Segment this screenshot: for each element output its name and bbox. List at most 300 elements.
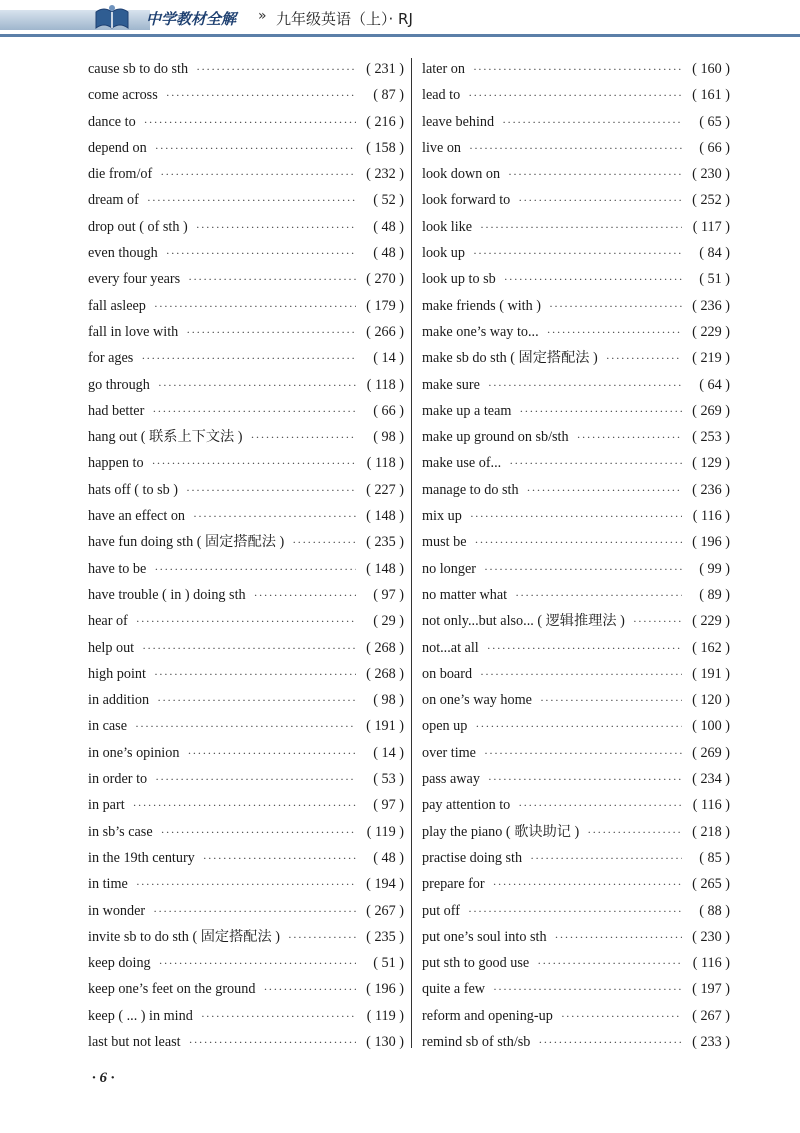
entry-page-ref: ( 51 ): [699, 271, 730, 288]
index-entry: [88, 240, 404, 266]
entry-term: live on: [422, 139, 462, 156]
index-entry: [422, 871, 730, 897]
entry-page-ref: ( 266 ): [366, 323, 404, 340]
dot-leader: [142, 635, 356, 661]
dot-leader: [158, 372, 356, 398]
index-entry: [422, 924, 730, 950]
dot-leader: [193, 503, 356, 529]
index-entry: [422, 450, 730, 476]
entry-page-ref: ( 269 ): [692, 402, 730, 419]
dot-leader: [547, 319, 682, 345]
index-entry: [88, 608, 404, 634]
dot-leader: [201, 1003, 356, 1029]
index-entry: [422, 635, 730, 661]
dot-leader: [155, 135, 356, 161]
index-entry: [88, 845, 404, 871]
index-entry: [88, 976, 404, 1002]
dot-leader: [152, 450, 356, 476]
index-entry: [88, 56, 404, 82]
entry-term: make one’s way to...: [422, 323, 539, 340]
index-entry: [88, 161, 404, 187]
entry-term: make use of...: [422, 455, 502, 472]
index-entry: [422, 345, 730, 371]
entry-page-ref: ( 179 ): [366, 297, 404, 314]
entry-page-ref: ( 116 ): [692, 508, 730, 525]
index-entry: [88, 871, 404, 897]
index-entry: [422, 214, 730, 240]
dot-leader: [136, 871, 356, 897]
entry-term: last but not least: [88, 1033, 181, 1050]
entry-page-ref: ( 227 ): [366, 481, 404, 498]
entry-page-ref: ( 148 ): [366, 560, 404, 577]
header-rule: [0, 34, 800, 37]
dot-leader: [288, 924, 356, 950]
entry-term: on one’s way home: [422, 692, 532, 709]
entry-term: fall asleep: [88, 297, 146, 314]
index-entry: [422, 582, 730, 608]
entry-term: make up ground on sb/sth: [422, 429, 569, 446]
dot-leader: [469, 135, 682, 161]
entry-page-ref: ( 52 ): [373, 192, 404, 209]
dot-leader: [518, 187, 682, 213]
index-entry: [88, 766, 404, 792]
dot-leader: [468, 82, 682, 108]
index-entry: [88, 713, 404, 739]
dot-leader: [468, 898, 682, 924]
entry-term: in one’s opinion: [88, 744, 180, 761]
entry-term: put one’s soul into sth: [422, 928, 547, 945]
index-entry: [88, 687, 404, 713]
index-entry: [88, 319, 404, 345]
index-entry: [422, 266, 730, 292]
dot-leader: [154, 293, 356, 319]
entry-page-ref: ( 148 ): [366, 508, 404, 525]
entry-page-ref: ( 48 ): [373, 849, 404, 866]
entry-term: help out: [88, 639, 135, 656]
index-entry: [88, 266, 404, 292]
index-entry: [422, 240, 730, 266]
dot-leader: [606, 345, 682, 371]
dot-leader: [189, 1029, 356, 1055]
index-entry: [422, 713, 730, 739]
dot-leader: [519, 398, 682, 424]
entry-page-ref: ( 236 ): [692, 297, 730, 314]
index-entry: [88, 424, 404, 450]
entry-page-ref: ( 87 ): [373, 87, 404, 104]
entry-term: reform and opening-up: [422, 1007, 553, 1024]
index-entry: [422, 135, 730, 161]
entry-page-ref: ( 66 ): [373, 402, 404, 419]
dot-leader: [475, 713, 682, 739]
entry-page-ref: ( 161 ): [692, 87, 730, 104]
entry-page-ref: ( 232 ): [366, 166, 404, 183]
dot-leader: [186, 477, 356, 503]
entry-page-ref: ( 235 ): [366, 534, 404, 551]
entry-page-ref: ( 14 ): [373, 350, 404, 367]
entry-page-ref: ( 116 ): [692, 797, 730, 814]
entry-term: go through: [88, 376, 150, 393]
index-entry: [88, 924, 404, 950]
entry-page-ref: ( 98 ): [373, 692, 404, 709]
entry-term: lead to: [422, 87, 461, 104]
dot-leader: [250, 424, 356, 450]
dot-leader: [152, 398, 356, 424]
dot-leader: [160, 161, 356, 187]
entry-page-ref: ( 219 ): [692, 350, 730, 367]
entry-page-ref: ( 230 ): [692, 928, 730, 945]
dot-leader: [470, 503, 682, 529]
entry-term: look up: [422, 245, 465, 262]
index-entry: [422, 845, 730, 871]
dot-leader: [187, 740, 356, 766]
dot-leader: [154, 556, 356, 582]
entry-term: in sb’s case: [88, 823, 153, 840]
dot-leader: [166, 240, 356, 266]
entry-term: in case: [88, 718, 127, 735]
entry-term: have fun doing sth ( 固定搭配法 ): [88, 534, 285, 551]
book-subtitle: 九年级英语（上）· RJ: [276, 10, 413, 28]
entry-term: put sth to good use: [422, 955, 530, 972]
entry-term: make sure: [422, 376, 480, 393]
index-entry: [88, 450, 404, 476]
index-entry: [422, 161, 730, 187]
dot-leader: [538, 1029, 682, 1055]
entry-term: remind sb of sth/sb: [422, 1033, 531, 1050]
index-entry: [88, 898, 404, 924]
page-number: · 6 ·: [92, 1070, 115, 1086]
entry-page-ref: ( 64 ): [699, 376, 730, 393]
entry-page-ref: ( 117 ): [692, 218, 730, 235]
index-entry: [88, 556, 404, 582]
dot-leader: [530, 845, 682, 871]
dot-leader: [475, 529, 682, 555]
dot-leader: [147, 187, 356, 213]
entry-page-ref: ( 65 ): [699, 113, 730, 130]
dot-leader: [144, 109, 356, 135]
index-entry: [88, 345, 404, 371]
entry-page-ref: ( 253 ): [692, 429, 730, 446]
dot-leader: [587, 819, 682, 845]
dot-leader: [188, 266, 356, 292]
dot-leader: [157, 687, 356, 713]
series-brand: 中学教材全解: [146, 10, 237, 28]
entry-page-ref: ( 66 ): [699, 139, 730, 156]
dot-leader: [196, 56, 356, 82]
entry-page-ref: ( 14 ): [373, 744, 404, 761]
index-entry: [422, 1029, 730, 1055]
index-entry: [422, 950, 730, 976]
dot-leader: [488, 766, 682, 792]
entry-page-ref: ( 229 ): [692, 613, 730, 630]
dot-leader: [549, 293, 682, 319]
dot-leader: [577, 424, 682, 450]
dot-leader: [509, 450, 682, 476]
dot-leader: [161, 819, 356, 845]
index-entry: [422, 608, 730, 634]
dot-leader: [473, 240, 682, 266]
dot-leader: [133, 792, 356, 818]
index-entry: [422, 740, 730, 766]
dot-leader: [203, 845, 356, 871]
entry-page-ref: ( 229 ): [692, 323, 730, 340]
dot-leader: [186, 319, 356, 345]
entry-term: leave behind: [422, 113, 495, 130]
entry-page-ref: ( 97 ): [373, 586, 404, 603]
open-book-logo-icon: [92, 2, 132, 34]
entry-page-ref: ( 48 ): [373, 218, 404, 235]
entry-page-ref: ( 118 ): [366, 455, 404, 472]
index-entry: [422, 766, 730, 792]
index-entry: [422, 898, 730, 924]
entry-term: prepare for: [422, 876, 485, 893]
index-entry: [88, 135, 404, 161]
index-entry: [88, 792, 404, 818]
dot-leader: [153, 898, 356, 924]
entry-term: later on: [422, 61, 465, 77]
entry-term: in part: [88, 797, 125, 814]
entry-term: come across: [88, 87, 158, 104]
dot-leader: [493, 976, 682, 1002]
entry-page-ref: ( 191 ): [366, 718, 404, 735]
dot-leader: [633, 608, 682, 634]
index-entry: [422, 819, 730, 845]
entry-term: look down on: [422, 166, 501, 183]
entry-page-ref: ( 230 ): [692, 166, 730, 183]
entry-page-ref: ( 84 ): [699, 245, 730, 262]
entry-page-ref: ( 99 ): [699, 560, 730, 577]
entry-term: even though: [88, 245, 158, 262]
index-entry: [422, 319, 730, 345]
entry-term: happen to: [88, 455, 144, 472]
entry-page-ref: ( 252 ): [692, 192, 730, 209]
entry-term: hear of: [88, 613, 128, 630]
entry-term: fall in love with: [88, 323, 179, 340]
entry-term: play the piano ( 歌诀助记 ): [422, 823, 580, 840]
entry-term: must be: [422, 534, 467, 551]
entry-page-ref: ( 162 ): [692, 639, 730, 656]
entry-page-ref: ( 270 ): [366, 271, 404, 288]
index-column-right: [422, 56, 730, 1055]
index-entry: [88, 950, 404, 976]
dot-leader: [502, 109, 682, 135]
entry-page-ref: ( 218 ): [692, 823, 730, 840]
index-entry: [422, 556, 730, 582]
entry-term: look like: [422, 218, 473, 235]
index-entry: [88, 819, 404, 845]
dot-leader: [555, 924, 682, 950]
entry-term: make sb do sth ( 固定搭配法 ): [422, 350, 598, 367]
index-entry: [422, 661, 730, 687]
entry-term: in order to: [88, 771, 148, 788]
index-entry: [88, 214, 404, 240]
entry-term: look up to sb: [422, 271, 496, 288]
index-entry: [88, 82, 404, 108]
entry-page-ref: ( 235 ): [366, 928, 404, 945]
dot-leader: [154, 661, 356, 687]
index-entry: [422, 293, 730, 319]
index-entry: [88, 187, 404, 213]
entry-term: cause sb to do sth: [88, 61, 189, 77]
entry-page-ref: ( 116 ): [692, 955, 730, 972]
dot-leader: [480, 661, 682, 687]
index-entry: [422, 109, 730, 135]
index-column-left: [88, 56, 404, 1055]
dot-leader: [508, 161, 682, 187]
entry-page-ref: ( 196 ): [692, 534, 730, 551]
entry-term: practise doing sth: [422, 849, 523, 866]
entry-term: put off: [422, 902, 460, 919]
column-divider: [411, 58, 412, 1048]
dot-leader: [292, 529, 356, 555]
index-entry: [88, 477, 404, 503]
entry-term: high point: [88, 665, 146, 682]
entry-page-ref: ( 194 ): [366, 876, 404, 893]
entry-term: hats off ( to sb ): [88, 481, 178, 498]
index-entry: [88, 635, 404, 661]
entry-term: for ages: [88, 350, 134, 367]
dot-leader: [159, 950, 356, 976]
entry-page-ref: ( 88 ): [699, 902, 730, 919]
entry-term: look forward to: [422, 192, 511, 209]
entry-page-ref: ( 267 ): [366, 902, 404, 919]
index-entry: [422, 976, 730, 1002]
dot-leader: [487, 635, 682, 661]
dot-leader: [518, 792, 682, 818]
index-entry: [422, 529, 730, 555]
index-entry: [422, 372, 730, 398]
entry-page-ref: ( 119 ): [366, 1007, 404, 1024]
index-entry: [88, 293, 404, 319]
entry-page-ref: ( 160 ): [692, 61, 730, 77]
entry-term: depend on: [88, 139, 147, 156]
dot-leader: [540, 687, 682, 713]
entry-term: keep one’s feet on the ground: [88, 981, 256, 998]
dot-leader: [561, 1003, 682, 1029]
index-entry: [422, 56, 730, 82]
entry-term: not...at all: [422, 639, 479, 656]
entry-page-ref: ( 120 ): [692, 692, 730, 709]
dot-leader: [515, 582, 682, 608]
entry-page-ref: ( 234 ): [692, 771, 730, 788]
dot-leader: [263, 976, 356, 1002]
entry-term: in the 19th century: [88, 849, 195, 866]
index-entry: [88, 529, 404, 555]
entry-term: make friends ( with ): [422, 297, 541, 314]
dot-leader: [480, 214, 682, 240]
page-header: [0, 0, 800, 44]
entry-page-ref: ( 158 ): [366, 139, 404, 156]
dot-leader: [135, 713, 356, 739]
entry-page-ref: ( 269 ): [692, 744, 730, 761]
entry-term: have to be: [88, 560, 147, 577]
entry-page-ref: ( 53 ): [373, 771, 404, 788]
dot-leader: [473, 56, 682, 82]
dot-leader: [484, 740, 682, 766]
index-entry: [88, 1003, 404, 1029]
entry-page-ref: ( 130 ): [366, 1033, 404, 1050]
entry-page-ref: ( 29 ): [373, 613, 404, 630]
entry-term: have an effect on: [88, 508, 186, 525]
index-entry: [88, 661, 404, 687]
dot-leader: [488, 372, 682, 398]
entry-page-ref: ( 89 ): [699, 586, 730, 603]
index-entry: [422, 477, 730, 503]
dot-leader: [504, 266, 682, 292]
entry-term: pass away: [422, 771, 480, 788]
dot-leader: [254, 582, 356, 608]
entry-term: keep ( ... ) in mind: [88, 1007, 193, 1024]
entry-term: in time: [88, 876, 128, 893]
entry-page-ref: ( 100 ): [692, 718, 730, 735]
entry-page-ref: ( 196 ): [366, 981, 404, 998]
entry-term: keep doing: [88, 955, 151, 972]
entry-page-ref: ( 119 ): [366, 823, 404, 840]
dot-leader: [141, 345, 356, 371]
index-entry: [88, 582, 404, 608]
entry-term: die from/of: [88, 166, 153, 183]
index-entry: [88, 740, 404, 766]
entry-page-ref: ( 51 ): [373, 955, 404, 972]
entry-page-ref: ( 191 ): [692, 665, 730, 682]
index-entry: [422, 424, 730, 450]
index-entry: [88, 1029, 404, 1055]
dot-leader: [537, 950, 682, 976]
entry-term: in addition: [88, 692, 150, 709]
dot-leader: [136, 608, 356, 634]
entry-page-ref: ( 98 ): [373, 429, 404, 446]
entry-term: dance to: [88, 113, 136, 130]
entry-term: no longer: [422, 560, 476, 577]
index-entry: [422, 1003, 730, 1029]
entry-page-ref: ( 48 ): [373, 245, 404, 262]
dot-leader: [155, 766, 356, 792]
entry-term: quite a few: [422, 981, 486, 998]
index-entry: [422, 503, 730, 529]
entry-term: dream of: [88, 192, 139, 209]
index-entry: [422, 687, 730, 713]
entry-term: manage to do sth: [422, 481, 519, 498]
entry-page-ref: ( 268 ): [366, 665, 404, 682]
entry-page-ref: ( 118 ): [366, 376, 404, 393]
entry-term: pay attention to: [422, 797, 511, 814]
index-entry: [88, 503, 404, 529]
entry-page-ref: ( 265 ): [692, 876, 730, 893]
entry-term: have trouble ( in ) doing sth: [88, 586, 246, 603]
dot-leader: [196, 214, 356, 240]
entry-page-ref: ( 268 ): [366, 639, 404, 656]
entry-page-ref: ( 216 ): [366, 113, 404, 130]
index-entry: [88, 109, 404, 135]
dot-leader: [527, 477, 682, 503]
entry-term: over time: [422, 744, 476, 761]
entry-page-ref: ( 231 ): [366, 61, 404, 77]
index-entry: [422, 187, 730, 213]
entry-term: hang out ( 联系上下文法 ): [88, 429, 243, 446]
entry-page-ref: ( 233 ): [692, 1033, 730, 1050]
entry-page-ref: ( 85 ): [699, 849, 730, 866]
index-entry: [88, 398, 404, 424]
entry-page-ref: ( 197 ): [692, 981, 730, 998]
entry-page-ref: ( 267 ): [692, 1007, 730, 1024]
entry-term: mix up: [422, 508, 462, 525]
dot-leader: [166, 82, 356, 108]
entry-term: drop out ( of sth ): [88, 218, 188, 235]
entry-term: open up: [422, 718, 468, 735]
entry-page-ref: ( 97 ): [373, 797, 404, 814]
chevron-icon: »: [258, 8, 267, 24]
entry-term: had better: [88, 402, 145, 419]
entry-term: make up a team: [422, 402, 512, 419]
